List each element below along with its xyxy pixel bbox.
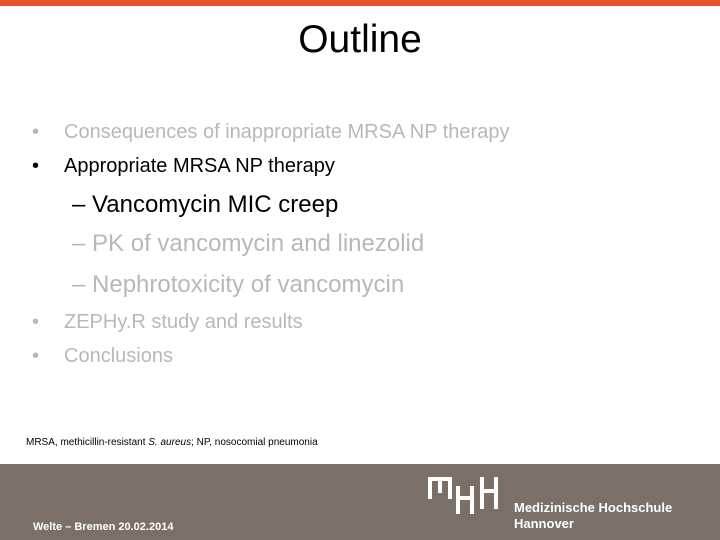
outline-item-label: Appropriate MRSA NP therapy (64, 155, 335, 177)
slide-title: Outline (298, 18, 422, 61)
footnote-suffix: ; NP, nosocomial pneumonia (191, 437, 318, 448)
bullet-icon: • (32, 345, 40, 367)
outline-item-label: ZEPHy.R study and results (64, 311, 303, 333)
presenter-date: Welte – Bremen 20.02.2014 (33, 521, 174, 533)
outline-subitem (72, 270, 404, 300)
outline-subitem-label: Vancomycin MIC creep (92, 191, 339, 218)
outline-subitem (72, 229, 424, 259)
footnote-prefix: MRSA, methicillin-resistant (26, 437, 149, 448)
bullet-icon: • (32, 155, 40, 177)
footnote-italic: S. aureus (148, 437, 192, 448)
institution-name (514, 500, 672, 532)
bullet-icon: • (32, 311, 40, 333)
footer-bar (0, 464, 720, 540)
outline-subitem (72, 190, 338, 220)
outline-subitem-label: PK of vancomycin and linezolid (92, 230, 425, 257)
dash-icon: – (72, 230, 86, 257)
mhh-logo-icon (428, 474, 506, 519)
institution-line-2: Hannover (514, 516, 574, 531)
dash-icon: – (72, 191, 86, 218)
bullet-icon: • (32, 121, 40, 143)
outline-item-label: Conclusions (64, 345, 173, 367)
outline-item-label: Consequences of inappropriate MRSA NP therapy (64, 121, 510, 143)
institution-line-1: Medizinische Hochschule (514, 500, 673, 515)
abbreviation-footnote (26, 437, 318, 448)
outline-subitem-label: Nephrotoxicity of vancomycin (92, 271, 405, 298)
dash-icon: – (72, 271, 86, 298)
